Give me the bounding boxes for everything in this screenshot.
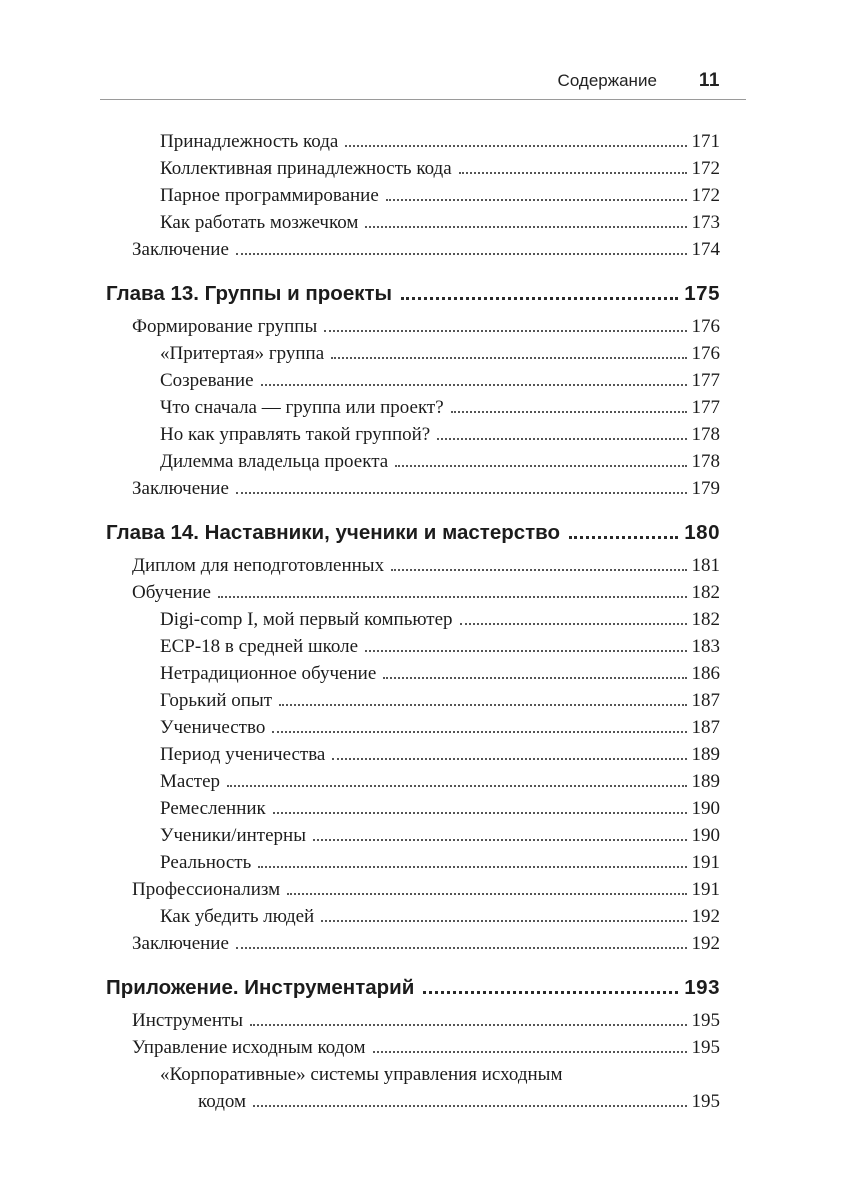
toc-dots-leader bbox=[273, 812, 687, 814]
toc-row bbox=[100, 313, 720, 340]
toc-dots-leader bbox=[373, 1051, 687, 1053]
toc-dots-leader bbox=[345, 145, 686, 147]
toc-entry-label: Парное программирование bbox=[160, 185, 379, 206]
toc-row bbox=[100, 795, 720, 822]
toc-page-number: 177 bbox=[691, 397, 720, 418]
toc-page-number: 171 bbox=[691, 131, 720, 152]
toc-page-number: 175 bbox=[684, 282, 720, 305]
toc-entry-label: «Корпоративные» системы управления исходным bbox=[160, 1064, 563, 1085]
toc-entry-label: кодом bbox=[198, 1091, 247, 1112]
toc-dots-leader bbox=[459, 172, 687, 174]
toc-entry-label: Диплом для неподготовленных bbox=[132, 555, 385, 576]
toc-entry-label: Период ученичества bbox=[160, 744, 326, 765]
toc-row bbox=[100, 633, 720, 660]
toc-page-number: 190 bbox=[691, 798, 720, 819]
toc-entry-label: Заключение bbox=[132, 239, 229, 260]
toc-row bbox=[100, 182, 720, 209]
toc-row bbox=[100, 768, 720, 795]
toc-page-number: 187 bbox=[691, 717, 720, 738]
toc-entry-label: Инструменты bbox=[132, 1010, 244, 1031]
toc-entry-label: Коллективная принадлежность кода bbox=[160, 158, 452, 179]
toc-dots-leader bbox=[569, 536, 678, 539]
toc-dots-leader bbox=[253, 1105, 686, 1107]
toc-page-number: 180 bbox=[684, 521, 720, 544]
toc-row bbox=[100, 660, 720, 687]
toc-page-number: 174 bbox=[691, 239, 720, 260]
toc-dots-leader bbox=[218, 596, 687, 598]
toc-dots-leader bbox=[331, 357, 686, 359]
toc-page-number: 195 bbox=[691, 1037, 720, 1058]
toc-dots-leader bbox=[279, 704, 686, 706]
toc-page-number: 190 bbox=[691, 825, 720, 846]
toc-row bbox=[100, 1007, 720, 1034]
toc-dots-leader bbox=[321, 920, 686, 922]
toc-row bbox=[100, 552, 720, 579]
toc-row bbox=[100, 209, 720, 236]
toc-row bbox=[100, 687, 720, 714]
toc-entry-label: Как работать мозжечком bbox=[160, 212, 359, 233]
toc-list bbox=[100, 128, 746, 1115]
toc-dots-leader bbox=[324, 330, 686, 332]
toc-entry-label: ECP-18 в средней школе bbox=[160, 636, 359, 657]
toc-row bbox=[100, 519, 720, 546]
toc-entry-label: Приложение. Инструментарий bbox=[106, 976, 415, 999]
toc-page-number: 173 bbox=[691, 212, 720, 233]
toc-row bbox=[100, 128, 720, 155]
toc-row bbox=[100, 1061, 720, 1088]
toc-entry-label: Управление исходным кодом bbox=[132, 1037, 366, 1058]
toc-row bbox=[100, 579, 720, 606]
toc-entry-label: Заключение bbox=[132, 478, 229, 499]
toc-entry-label: Созревание bbox=[160, 370, 254, 391]
toc-page-number: 189 bbox=[691, 744, 720, 765]
toc-dots-leader bbox=[383, 677, 686, 679]
header-page-number: 11 bbox=[698, 70, 720, 91]
toc-dots-leader bbox=[365, 650, 686, 652]
toc-page-number: 182 bbox=[691, 609, 720, 630]
toc-row bbox=[100, 155, 720, 182]
toc-dots-leader bbox=[437, 438, 686, 440]
toc-row bbox=[100, 606, 720, 633]
toc-row bbox=[100, 930, 720, 957]
toc-entry-label: Глава 14. Наставники, ученики и мастерство bbox=[106, 521, 561, 544]
toc-row bbox=[100, 903, 720, 930]
toc-row bbox=[100, 849, 720, 876]
toc-row bbox=[100, 421, 720, 448]
toc-page-number: 172 bbox=[691, 158, 720, 179]
toc-dots-leader bbox=[250, 1024, 686, 1026]
toc-row bbox=[100, 822, 720, 849]
toc-entry-label: Digi-comp I, мой первый компьютер bbox=[160, 609, 453, 630]
toc-dots-leader bbox=[236, 947, 687, 949]
toc-row bbox=[100, 448, 720, 475]
toc-page-number: 176 bbox=[691, 343, 720, 364]
toc-page-number: 182 bbox=[691, 582, 720, 603]
toc-entry-label: Заключение bbox=[132, 933, 229, 954]
toc-row bbox=[100, 714, 720, 741]
toc-dots-leader bbox=[332, 758, 686, 760]
toc-page-number: 193 bbox=[684, 976, 720, 999]
toc-dots-leader bbox=[227, 785, 687, 787]
toc-entry-label: Горький опыт bbox=[160, 690, 273, 711]
toc-row bbox=[100, 367, 720, 394]
toc-page-number: 176 bbox=[691, 316, 720, 337]
toc-dots-leader bbox=[423, 991, 678, 994]
toc-dots-leader bbox=[258, 866, 686, 868]
toc-page-number: 191 bbox=[691, 879, 720, 900]
toc-entry-label: Как убедить людей bbox=[160, 906, 315, 927]
toc-page-number: 178 bbox=[691, 451, 720, 472]
toc-row bbox=[100, 394, 720, 421]
toc-entry-label: Реальность bbox=[160, 852, 252, 873]
toc-row bbox=[100, 741, 720, 768]
toc-entry-label: Ученики/интерны bbox=[160, 825, 306, 846]
toc-page-number: 192 bbox=[691, 933, 720, 954]
running-head-title: Содержание bbox=[557, 71, 657, 90]
toc-dots-leader bbox=[236, 253, 687, 255]
toc-row bbox=[100, 236, 720, 263]
toc-dots-leader bbox=[287, 893, 686, 895]
toc-entry-label: Дилемма владельца проекта bbox=[160, 451, 389, 472]
toc-entry-label: «Притертая» группа bbox=[160, 343, 325, 364]
toc-dots-leader bbox=[261, 384, 687, 386]
toc-dots-leader bbox=[460, 623, 687, 625]
toc-row bbox=[100, 876, 720, 903]
toc-dots-leader bbox=[401, 297, 678, 300]
toc-dots-leader bbox=[391, 569, 686, 571]
toc-dots-leader bbox=[365, 226, 686, 228]
toc-entry-label: Обучение bbox=[132, 582, 211, 603]
toc-page-number: 177 bbox=[691, 370, 720, 391]
toc-page-number: 191 bbox=[691, 852, 720, 873]
toc-page-number: 195 bbox=[691, 1010, 720, 1031]
toc-row bbox=[100, 340, 720, 367]
toc-entry-label: Ученичество bbox=[160, 717, 266, 738]
toc-entry-label: Что сначала — группа или проект? bbox=[160, 397, 444, 418]
toc-entry-label: Нетрадиционное обучение bbox=[160, 663, 377, 684]
toc-page-number: 192 bbox=[691, 906, 720, 927]
toc-dots-leader bbox=[451, 411, 687, 413]
toc-page-number: 179 bbox=[691, 478, 720, 499]
toc-entry-label: Но как управлять такой группой? bbox=[160, 424, 431, 445]
toc-page-number: 183 bbox=[691, 636, 720, 657]
toc-row bbox=[100, 974, 720, 1001]
toc-dots-leader bbox=[395, 465, 686, 467]
toc-entry-label: Мастер bbox=[160, 771, 220, 792]
page-header bbox=[100, 70, 746, 99]
toc-page-number: 186 bbox=[691, 663, 720, 684]
toc-page-number: 181 bbox=[691, 555, 720, 576]
toc-row bbox=[100, 1034, 720, 1061]
toc-entry-label: Ремесленник bbox=[160, 798, 266, 819]
toc-row bbox=[100, 1088, 720, 1115]
toc-entry-label: Принадлежность кода bbox=[160, 131, 339, 152]
toc-dots-leader bbox=[236, 492, 687, 494]
toc-entry-label: Профессионализм bbox=[132, 879, 281, 900]
toc-page-number: 195 bbox=[691, 1091, 720, 1112]
toc-row bbox=[100, 475, 720, 502]
toc-dots-leader bbox=[386, 199, 687, 201]
toc-page-number: 178 bbox=[691, 424, 720, 445]
toc-dots-leader bbox=[272, 731, 686, 733]
toc-row bbox=[100, 280, 720, 307]
header-rule bbox=[100, 99, 746, 100]
toc-entry-label: Формирование группы bbox=[132, 316, 318, 337]
toc-dots-leader bbox=[313, 839, 687, 841]
toc-entry-label: Глава 13. Группы и проекты bbox=[106, 282, 393, 305]
toc-page-number: 187 bbox=[691, 690, 720, 711]
toc-page-number: 189 bbox=[691, 771, 720, 792]
toc-page-number: 172 bbox=[691, 185, 720, 206]
